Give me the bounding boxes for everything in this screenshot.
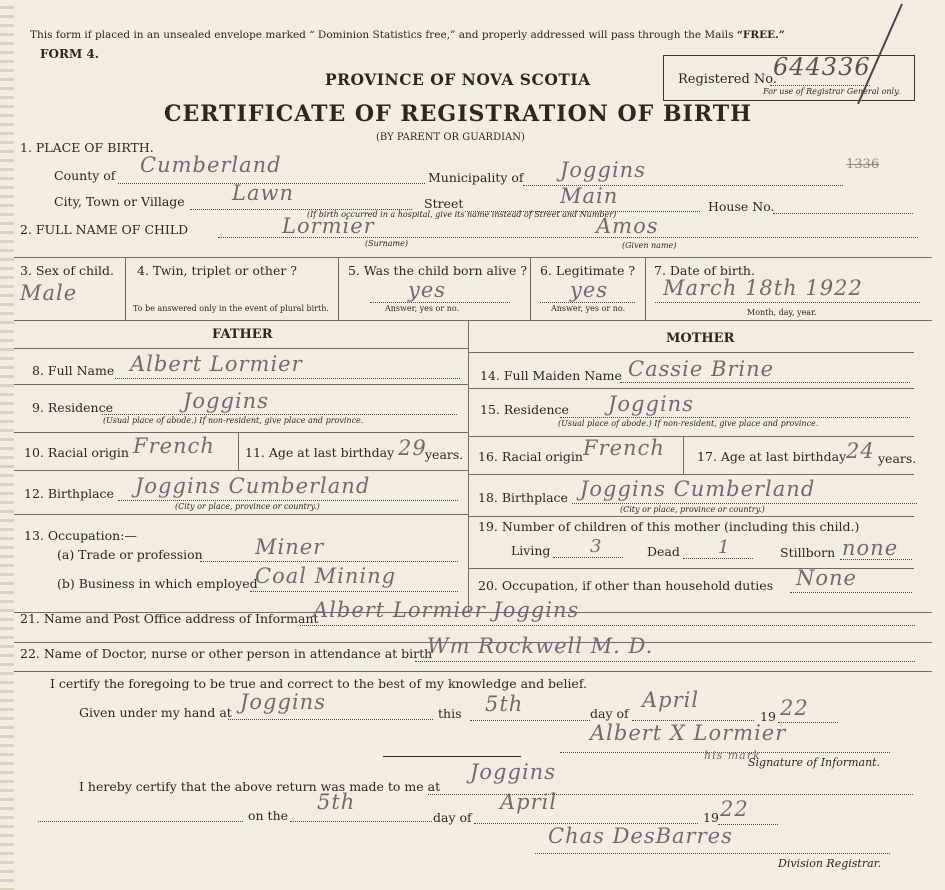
child-name-heading: 2. FULL NAME OF CHILD <box>20 222 189 237</box>
doctor-value: Wm Rockwell M. D. <box>427 634 654 658</box>
father-birthplace-note: (City or place, province or country.) <box>175 502 320 511</box>
certify-statement: I certify the foregoing to be true and correct to the best of my knowledge and belief. <box>50 676 587 691</box>
on-the-label: on the <box>248 808 289 823</box>
cert-month-value: April <box>642 688 700 712</box>
twin-label: 4. Twin, triplet or other ? <box>137 263 297 278</box>
registrar-year-prefix: 19 <box>703 810 719 825</box>
registered-label: Registered No. <box>678 72 778 87</box>
living-value: 3 <box>590 536 603 557</box>
date-note: Month, day, year. <box>747 308 817 317</box>
this-label: this <box>438 706 462 721</box>
municipality-value: Joggins <box>560 158 646 182</box>
registrar-place-value: Joggins <box>470 760 556 784</box>
day-of-label: day of <box>590 706 629 721</box>
dead-label: Dead <box>647 544 680 559</box>
municipality-label: Municipality of <box>428 170 524 185</box>
postal-notice: This form if placed in an unsealed envelope marked “ Dominion Statistics free,” and properly addressed will pass through the Mails “FREE.” <box>30 29 785 41</box>
father-residence-label: 9. Residence <box>32 400 113 415</box>
registrar-signature: Chas DesBarres <box>548 824 733 848</box>
division-registrar-label: Division Registrar. <box>778 857 882 870</box>
given-note: (Given name) <box>622 241 677 250</box>
page-title: CERTIFICATE OF REGISTRATION OF BIRTH <box>164 101 752 127</box>
legitimate-value: yes <box>570 278 609 302</box>
county-value: Cumberland <box>140 153 282 177</box>
mother-age-label: 17. Age at last birthday <box>697 449 847 464</box>
house-label: House No. <box>708 199 775 214</box>
cert-year-value: 22 <box>780 696 809 720</box>
cert-year-prefix: 19 <box>760 709 776 724</box>
father-residence-value: Joggins <box>183 389 269 413</box>
business-label: (b) Business in which employed <box>57 576 258 591</box>
given-label: Given under my hand at <box>79 705 232 720</box>
date-of-birth-label: 7. Date of birth. <box>654 263 755 278</box>
pen-stroke-mark <box>850 0 910 110</box>
mother-residence-label: 15. Residence <box>480 402 569 417</box>
corner-number: 1336 <box>846 157 880 172</box>
form-number: FORM 4. <box>40 47 99 61</box>
street-value: Main <box>560 184 619 208</box>
mother-racial-value: French <box>583 436 665 460</box>
mother-residence-note: (Usual place of abode.) If non-resident, give place and province. <box>558 419 819 428</box>
street-label: Street <box>424 196 464 211</box>
registrar-month-value: April <box>500 790 558 814</box>
date-of-birth-value: March 18th 1922 <box>663 276 863 300</box>
mother-residence-value: Joggins <box>608 392 694 416</box>
surname-note: (Surname) <box>365 239 408 248</box>
mother-birthplace-note: (City or place, province or country.) <box>620 505 765 514</box>
father-residence-note: (Usual place of abode.) If non-resident, give place and province. <box>103 416 364 425</box>
mother-heading: MOTHER <box>666 331 735 346</box>
father-name-label: 8. Full Name <box>32 363 115 378</box>
mother-name-value: Cassie Brine <box>628 357 775 381</box>
father-occupation-label: 13. Occupation:— <box>24 528 137 543</box>
mother-birthplace-label: 18. Birthplace <box>478 490 568 505</box>
county-label: County of <box>54 168 116 183</box>
registrar-use-note: For use of Registrar General only. <box>763 87 901 96</box>
registrar-year-value: 22 <box>720 797 749 821</box>
living-label: Living <box>511 543 551 558</box>
signature-informant-label: Signature of Informant. <box>748 756 881 769</box>
legitimate-label: 6. Legitimate ? <box>540 263 636 278</box>
informant-value: Albert Lormier Joggins <box>313 598 580 622</box>
child-given-name: Amos <box>596 214 659 238</box>
father-age-value: 29 <box>398 436 427 460</box>
informant-signature: Albert X Lormier <box>590 721 787 745</box>
page-subtitle: (BY PARENT OR GUARDIAN) <box>376 132 525 143</box>
stillborn-value: none <box>842 536 899 560</box>
alive-label: 5. Was the child born alive ? <box>348 263 528 278</box>
his-mark: his mark <box>704 749 761 762</box>
alive-note: Answer, yes or no. <box>385 304 460 313</box>
registrar-day-value: 5th <box>317 790 356 814</box>
mother-occupation-label: 20. Occupation, if other than household duties <box>478 578 774 593</box>
father-racial-value: French <box>133 434 215 458</box>
dead-value: 1 <box>718 537 731 558</box>
children-count-label: 19. Number of children of this mother (including this child.) <box>478 519 860 534</box>
father-birthplace-value: Joggins Cumberland <box>135 474 371 498</box>
place-of-birth-heading: 1. PLACE OF BIRTH. <box>20 140 154 155</box>
registered-number: 644336 <box>773 53 871 81</box>
twin-note: To be answered only in the event of plural birth. <box>133 304 329 313</box>
mother-years: years. <box>878 451 917 466</box>
trade-label: (a) Trade or profession <box>57 547 203 562</box>
hospital-note: (If birth occurred in a hospital, give its name instead of Street and Number) <box>307 210 617 219</box>
cert-day-value: 5th <box>485 692 524 716</box>
perforated-edge <box>0 0 14 890</box>
child-surname: Lormier <box>282 214 375 238</box>
father-heading: FATHER <box>212 327 273 342</box>
stillborn-label: Stillborn <box>780 545 836 560</box>
doctor-label: 22. Name of Doctor, nurse or other person in attendance at birth <box>20 646 433 661</box>
legitimate-note: Answer, yes or no. <box>551 304 626 313</box>
mother-name-label: 14. Full Maiden Name <box>480 368 622 383</box>
registrar-statement: I hereby certify that the above return was made to me at <box>79 779 441 794</box>
mother-birthplace-value: Joggins Cumberland <box>580 477 816 501</box>
city-value: Lawn <box>232 181 294 205</box>
trade-value: Miner <box>255 535 325 559</box>
province-heading: PROVINCE OF NOVA SCOTIA <box>325 70 591 89</box>
business-value: Coal Mining <box>255 564 397 588</box>
informant-label: 21. Name and Post Office address of Informant <box>20 611 319 626</box>
father-age-label: 11. Age at last birthday <box>245 445 395 460</box>
registrar-day-of-label: day of <box>433 810 472 825</box>
father-racial-label: 10. Racial origin <box>24 445 129 460</box>
alive-value: yes <box>408 278 447 302</box>
mother-occupation-value: None <box>796 566 857 590</box>
city-label: City, Town or Village <box>54 194 185 209</box>
sex-label: 3. Sex of child. <box>20 263 115 278</box>
father-name-value: Albert Lormier <box>130 352 303 376</box>
father-years: years. <box>425 447 464 462</box>
father-birthplace-label: 12. Birthplace <box>24 486 114 501</box>
given-place-value: Joggins <box>240 690 326 714</box>
sex-value: Male <box>20 281 78 305</box>
mother-age-value: 24 <box>846 439 875 463</box>
mother-racial-label: 16. Racial origin <box>478 449 583 464</box>
